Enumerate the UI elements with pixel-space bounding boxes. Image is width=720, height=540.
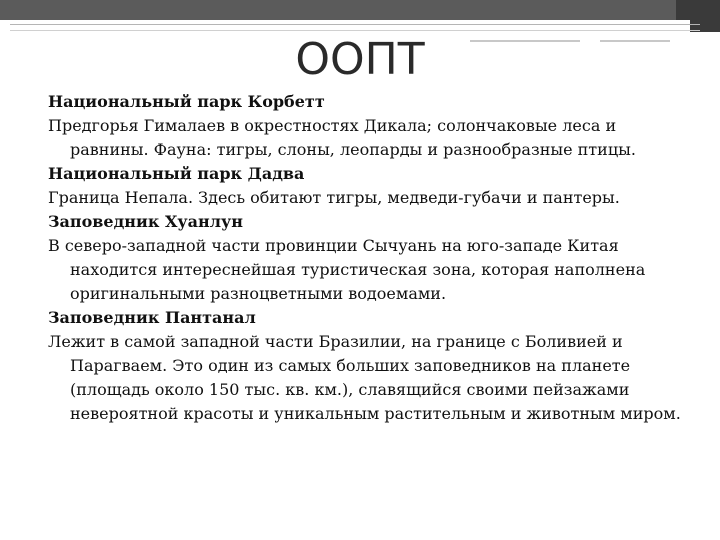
header-decoration-bar (0, 0, 720, 20)
section-heading: Заповедник Хуанлун (48, 212, 243, 231)
section-text: Предгорья Гималаев в окрестностях Дикала; солончаковые леса и равнины. Фауна: тигры, слоны, леопарды и разнообразные птицы. (48, 116, 636, 159)
section-heading: Заповедник Пантанал (48, 308, 256, 327)
decor-line (10, 30, 700, 31)
slide-title: ООПТ (250, 34, 470, 86)
section-text: Граница Непала. Здесь обитают тигры, медведи-губачи и пантеры. (48, 188, 620, 207)
section-heading: Национальный парк Дадва (48, 164, 305, 183)
decor-line (10, 24, 700, 25)
section-heading: Национальный парк Корбетт (48, 92, 325, 111)
header-notch (0, 20, 690, 34)
decor-line (600, 40, 670, 42)
section-text: В северо-западной части провинции Сычуань на юго-западе Китая находится интереснейшая туристическая зона, которая наполнена оригинальными разноцветными водоемами. (48, 236, 646, 303)
section-text: Лежит в самой западной части Бразилии, на границе с Боливией и Парагваем. Это один из самых больших заповедников на планете (площадь около 150 тыс. кв. км.), славящийся своими пейзажами невероятной красоты и уникальным растительным и животным миром. (48, 332, 681, 423)
slide-content (48, 90, 688, 426)
